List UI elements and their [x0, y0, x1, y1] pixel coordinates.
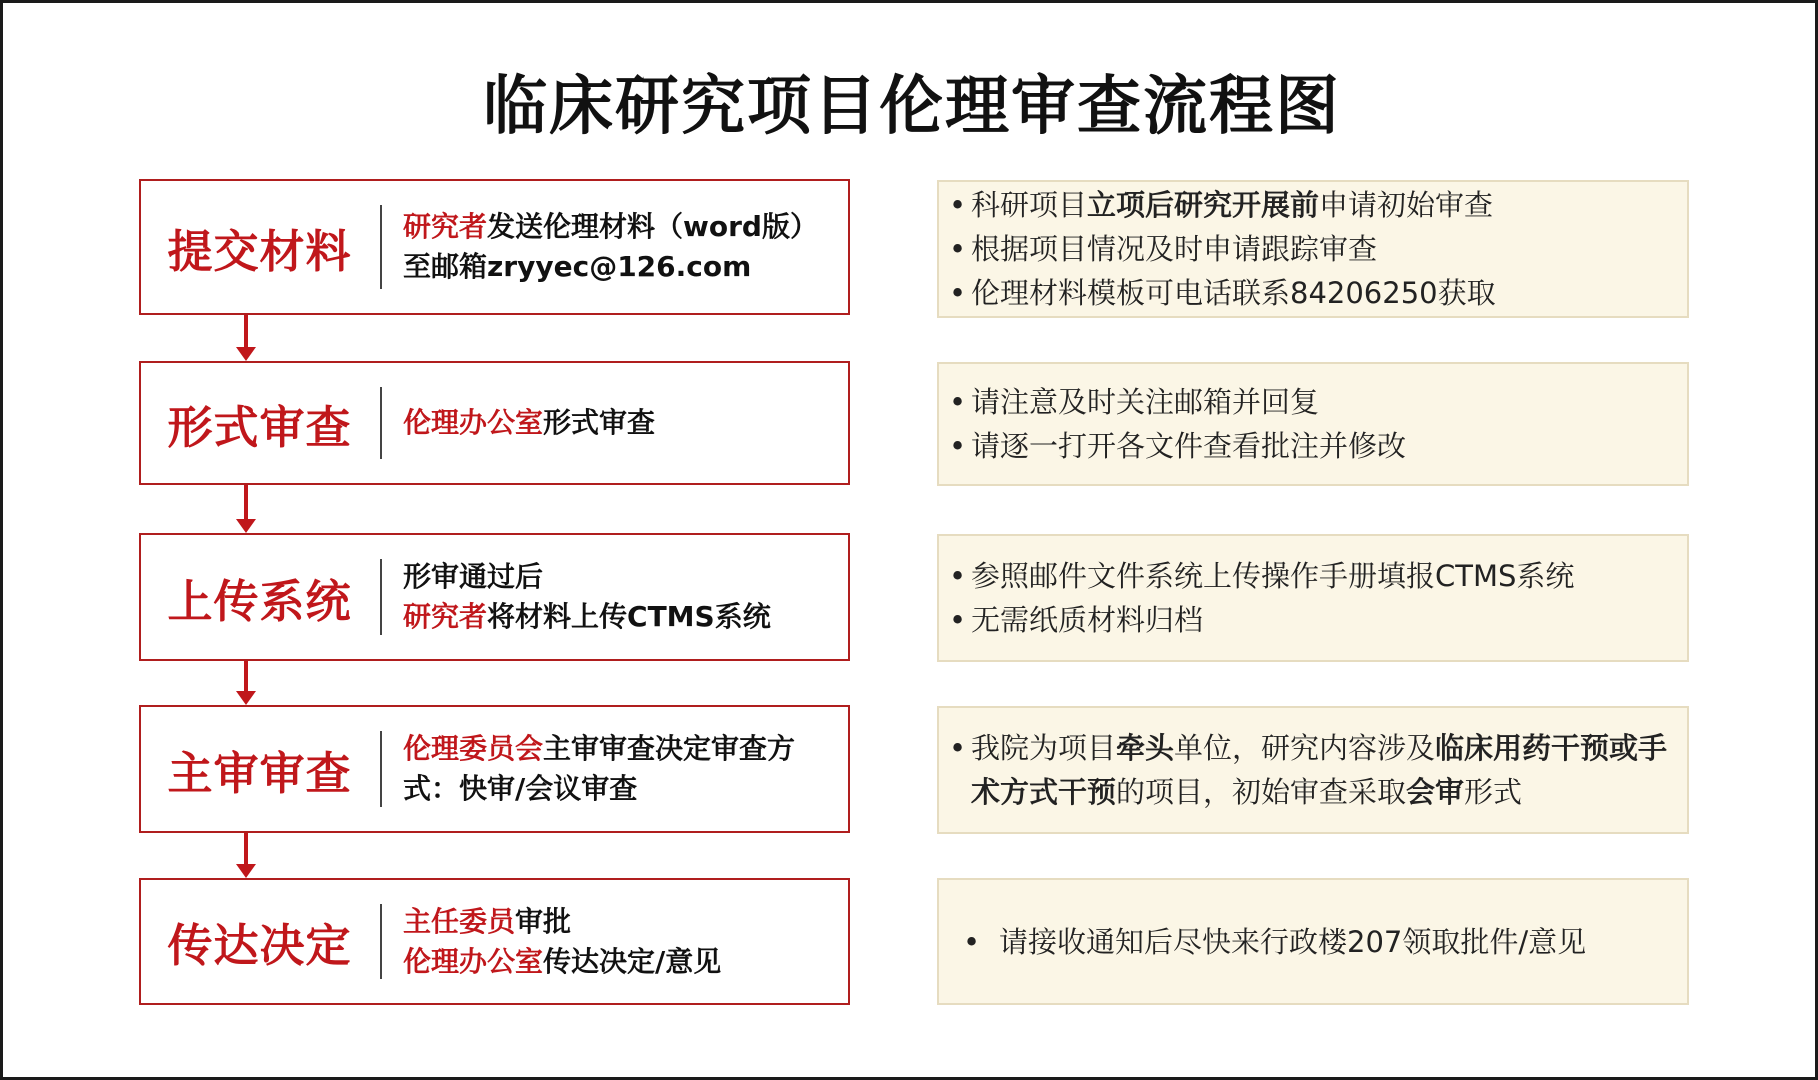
step-divider [380, 559, 382, 635]
bullet-dot-icon: • [949, 385, 967, 419]
down-arrow-icon [236, 661, 256, 705]
down-arrow-icon [236, 315, 256, 361]
description-line [403, 597, 836, 637]
step-name: 提交材料 [167, 224, 352, 278]
note-bullet [949, 271, 1673, 315]
bullet-dot-icon: • [949, 276, 967, 310]
note-text [971, 380, 1673, 424]
arrow-head [236, 864, 256, 878]
note-emphasis: 牵头 [1116, 731, 1175, 765]
note-bullet [949, 424, 1673, 468]
description-line [403, 247, 836, 287]
description-text: 形式审查 [543, 406, 656, 439]
arrow-shaft [244, 833, 248, 866]
note-segment: 的项目，初始审查采取 [1116, 775, 1407, 809]
description-text: 形审通过后 [403, 560, 544, 593]
step-description [403, 535, 836, 659]
note-emphasis: 立项后研究开展前 [1087, 188, 1320, 222]
note-segment: 请接收通知后尽快来行政楼207领取批件/意见 [999, 924, 1587, 959]
description-text: 式：快审/会议审查 [403, 772, 638, 805]
note-segment: 单位，研究内容涉及 [1174, 731, 1436, 765]
step-divider [380, 387, 382, 459]
description-line [403, 942, 836, 982]
note-bullet [949, 227, 1673, 271]
arrow-head [236, 519, 256, 533]
note-box [937, 878, 1689, 1005]
note-bullet [949, 726, 1673, 814]
arrow-head [236, 347, 256, 361]
note-segment: 参照邮件文件系统上传操作手册填报CTMS系统 [971, 559, 1575, 593]
bullet-dot-icon: • [949, 429, 967, 463]
note-segment: 无需纸质材料归档 [971, 603, 1204, 637]
step-divider [380, 731, 382, 807]
step-description [403, 880, 836, 1003]
description-text: 至邮箱zryyec@126.com [403, 250, 752, 283]
note-text [971, 271, 1673, 315]
note-box [937, 706, 1689, 834]
note-bullet [949, 554, 1673, 598]
note-text [971, 424, 1673, 468]
note-segment: 伦理材料模板可电话联系84206250获取 [971, 276, 1496, 310]
description-text: 审批 [515, 904, 572, 938]
note-segment: 请注意及时关注邮箱并回复 [971, 385, 1320, 419]
step-box [139, 179, 850, 315]
arrow-shaft [244, 315, 248, 349]
note-emphasis: 会审 [1406, 775, 1465, 809]
note-segment: 请逐一打开各文件查看批注并修改 [971, 429, 1407, 463]
step-name: 上传系统 [167, 574, 352, 628]
description-line [403, 729, 836, 769]
step-divider [380, 904, 382, 979]
description-line [403, 207, 836, 247]
step-box [139, 361, 850, 485]
note-box [937, 362, 1689, 486]
role-highlight: 伦理办公室 [403, 944, 544, 978]
note-text [971, 726, 1673, 814]
bullet-dot-icon: • [949, 731, 967, 765]
arrow-shaft [244, 661, 248, 693]
bullet-dot-icon: • [949, 232, 967, 266]
step-name: 传达决定 [167, 919, 352, 972]
down-arrow-icon [236, 485, 256, 533]
description-line [403, 403, 836, 443]
arrow-shaft [244, 485, 248, 521]
role-highlight: 研究者 [403, 600, 488, 633]
bullet-dot-icon: • [963, 924, 981, 959]
step-description [403, 363, 836, 483]
page-title: 临床研究项目伦理审查流程图 [483, 70, 1341, 144]
step-box [139, 705, 850, 833]
arrow-head [236, 691, 256, 705]
description-line [403, 902, 836, 942]
description-line [403, 769, 836, 809]
step-description [403, 181, 836, 313]
note-box [937, 534, 1689, 662]
step-name: 形式审查 [167, 400, 352, 454]
description-text: 主审审查决定审查方 [543, 732, 796, 765]
note-segment: 科研项目 [971, 188, 1088, 222]
role-highlight: 研究者 [403, 210, 488, 243]
note-text [971, 183, 1673, 227]
description-text: 传达决定/意见 [543, 944, 722, 978]
note-segment: 我院为项目 [971, 731, 1117, 765]
note-text [971, 227, 1673, 271]
note-bullet [963, 920, 1673, 964]
note-text [971, 554, 1673, 598]
step-box [139, 533, 850, 661]
note-segment: 申请初始审查 [1319, 188, 1494, 222]
note-segment: 根据项目情况及时申请跟踪审查 [971, 232, 1378, 266]
note-box [937, 180, 1689, 318]
step-box [139, 878, 850, 1005]
bullet-dot-icon: • [949, 559, 967, 593]
note-text [971, 598, 1673, 642]
note-bullet [949, 598, 1673, 642]
note-bullet [949, 380, 1673, 424]
step-description [403, 707, 836, 831]
step-divider [380, 205, 382, 289]
note-emphasis: 临床用药干预或手术方式干预 [971, 731, 1668, 809]
note-segment: 形式 [1464, 775, 1523, 809]
down-arrow-icon [236, 833, 256, 878]
role-highlight: 伦理办公室 [403, 406, 544, 439]
description-text: 发送伦理材料（word版） [487, 210, 818, 243]
role-highlight: 伦理委员会 [403, 732, 544, 765]
bullet-dot-icon: • [949, 188, 967, 222]
bullet-dot-icon: • [949, 603, 967, 637]
role-highlight: 主任委员 [403, 904, 516, 938]
description-line [403, 557, 836, 597]
step-name: 主审审查 [167, 746, 352, 800]
note-bullet [949, 183, 1673, 227]
note-text [999, 920, 1673, 964]
description-text: 将材料上传CTMS系统 [487, 600, 771, 633]
